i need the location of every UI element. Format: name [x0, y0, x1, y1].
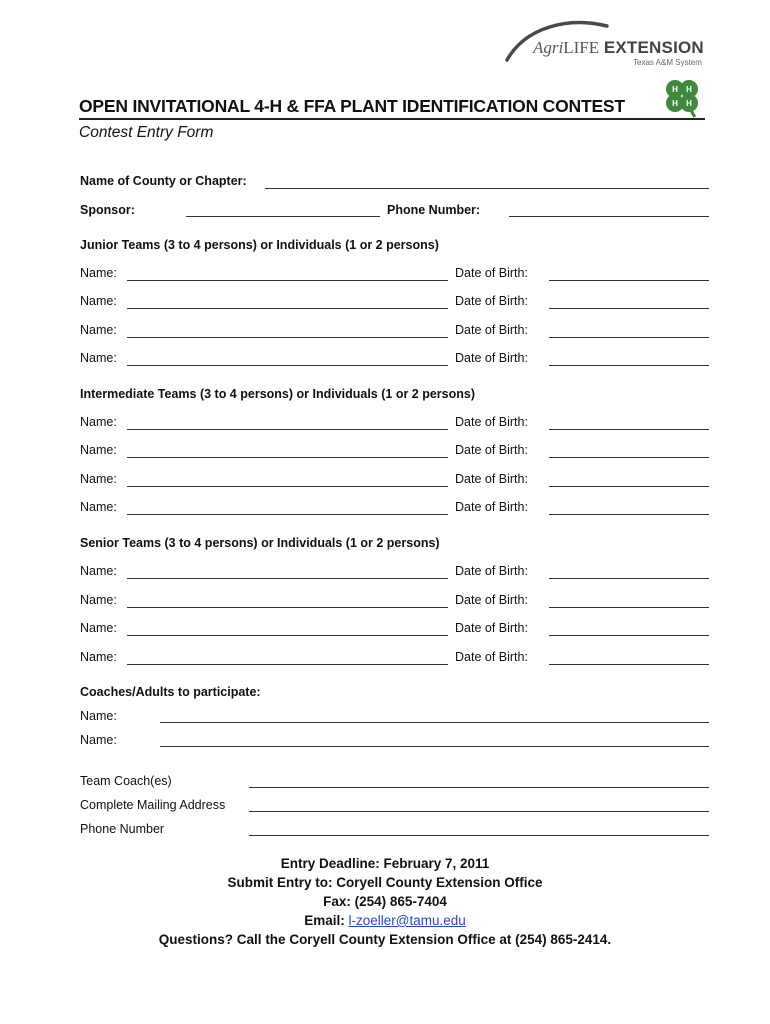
section-heading-intermediate: Intermediate Teams (3 to 4 persons) or Individuals (1 or 2 persons) — [80, 387, 476, 401]
coach-name-field[interactable] — [160, 722, 709, 723]
name-field[interactable] — [127, 664, 448, 665]
team-coach-field[interactable] — [249, 787, 709, 788]
page-title: OPEN INVITATIONAL 4-H & FFA PLANT IDENTIFICATION CONTEST — [79, 96, 625, 116]
dob-label: Date of Birth: — [455, 500, 528, 514]
sponsor-field[interactable] — [186, 216, 380, 217]
name-label: Name: — [80, 650, 117, 664]
logo-subtext: Texas A&M System — [633, 58, 702, 67]
dob-label: Date of Birth: — [455, 564, 528, 578]
team-coach-label: Team Coach(es) — [80, 774, 172, 788]
clover-letter: H — [686, 85, 692, 94]
contact-phone-label: Phone Number — [80, 822, 165, 836]
logo-agri: Agri — [533, 38, 564, 57]
mailing-address-label: Complete Mailing Address — [80, 798, 226, 812]
name-field[interactable] — [127, 308, 448, 309]
contact-phone-field[interactable] — [249, 835, 709, 836]
dob-field[interactable] — [549, 429, 709, 430]
entry-deadline: Entry Deadline: February 7, 2011 — [280, 856, 490, 871]
name-label: Name: — [80, 500, 117, 514]
name-field[interactable] — [127, 607, 448, 608]
name-field[interactable] — [127, 280, 448, 281]
dob-field[interactable] — [549, 664, 709, 665]
dob-field[interactable] — [549, 578, 709, 579]
coaches-heading: Coaches/Adults to participate: — [80, 685, 261, 699]
dob-label: Date of Birth: — [455, 472, 528, 486]
dob-field[interactable] — [549, 280, 709, 281]
dob-field[interactable] — [549, 635, 709, 636]
phone-number-label: Phone Number: — [387, 203, 481, 217]
dob-field[interactable] — [549, 337, 709, 338]
mailing-address-field[interactable] — [249, 811, 709, 812]
name-label: Name: — [80, 294, 117, 308]
name-label: Name: — [80, 351, 117, 365]
county-label: Name of County or Chapter: — [80, 174, 247, 188]
name-label: Name: — [80, 621, 117, 635]
dob-label: Date of Birth: — [455, 593, 528, 607]
name-label: Name: — [80, 472, 117, 486]
logo-extension: EXTENSION — [603, 38, 704, 57]
dob-field[interactable] — [549, 486, 709, 487]
name-field[interactable] — [127, 514, 448, 515]
dob-label: Date of Birth: — [455, 443, 528, 457]
dob-field[interactable] — [549, 308, 709, 309]
email-line — [0, 913, 770, 928]
section-heading-senior: Senior Teams (3 to 4 persons) or Individuals (1 or 2 persons) — [80, 536, 440, 550]
questions-line: Questions? Call the Coryell County Extension Office at (254) 865-2414. — [158, 932, 612, 947]
dob-label: Date of Birth: — [455, 415, 528, 429]
email-link[interactable]: l-zoeller@tamu.edu — [348, 913, 466, 928]
clover-letter: H — [686, 99, 692, 108]
sponsor-label: Sponsor: — [80, 203, 135, 217]
coach-name-field[interactable] — [160, 746, 709, 747]
dob-label: Date of Birth: — [455, 621, 528, 635]
four-h-clover-icon — [661, 77, 703, 119]
email-label: Email: — [304, 913, 349, 928]
name-field[interactable] — [127, 635, 448, 636]
dob-label: Date of Birth: — [455, 650, 528, 664]
section-heading-junior: Junior Teams (3 to 4 persons) or Individuals (1 or 2 persons) — [80, 238, 439, 252]
coach-name-label: Name: — [80, 733, 117, 747]
name-label: Name: — [80, 415, 117, 429]
name-label: Name: — [80, 593, 117, 607]
name-field[interactable] — [127, 578, 448, 579]
dob-field[interactable] — [549, 514, 709, 515]
name-field[interactable] — [127, 337, 448, 338]
dob-label: Date of Birth: — [455, 266, 528, 280]
logo-life: LIFE — [563, 38, 600, 57]
agrilife-logo — [533, 38, 704, 58]
submit-entry: Submit Entry to: Coryell County Extension Office — [227, 875, 543, 890]
dob-field[interactable] — [549, 607, 709, 608]
name-label: Name: — [80, 323, 117, 337]
name-label: Name: — [80, 266, 117, 280]
clover-letter: H — [672, 85, 678, 94]
phone-number-field[interactable] — [509, 216, 709, 217]
title-divider — [79, 118, 705, 120]
dob-label: Date of Birth: — [455, 323, 528, 337]
name-label: Name: — [80, 443, 117, 457]
clover-letter: H — [672, 99, 678, 108]
dob-field[interactable] — [549, 457, 709, 458]
dob-field[interactable] — [549, 365, 709, 366]
page-subtitle: Contest Entry Form — [79, 124, 214, 141]
dob-label: Date of Birth: — [455, 351, 528, 365]
name-field[interactable] — [127, 365, 448, 366]
county-field[interactable] — [265, 188, 709, 189]
name-field[interactable] — [127, 429, 448, 430]
name-field[interactable] — [127, 486, 448, 487]
name-field[interactable] — [127, 457, 448, 458]
name-label: Name: — [80, 564, 117, 578]
fax-number: Fax: (254) 865-7404 — [323, 894, 447, 909]
coach-name-label: Name: — [80, 709, 117, 723]
dob-label: Date of Birth: — [455, 294, 528, 308]
